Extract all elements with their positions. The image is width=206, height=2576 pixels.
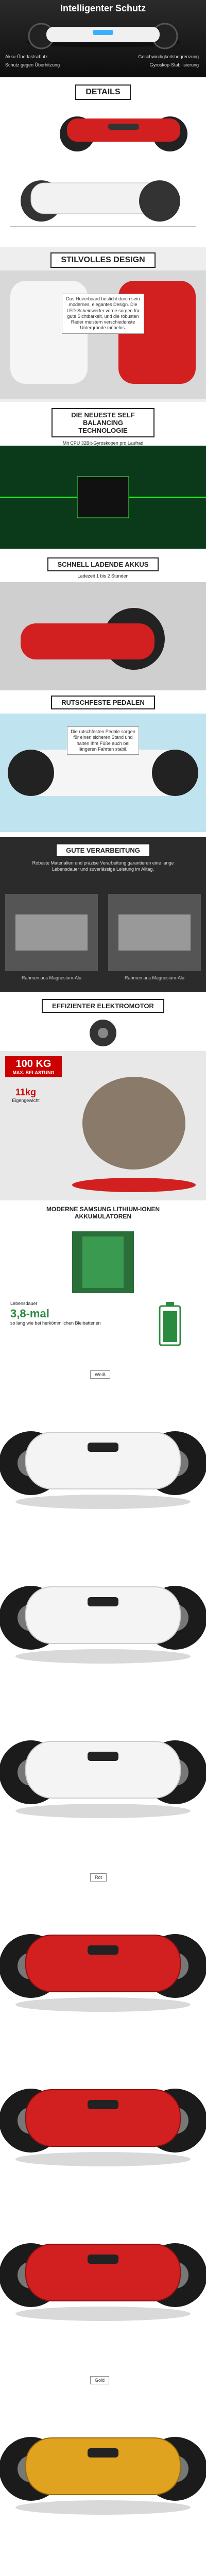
protection-item: Schutz gegen Überhitzung <box>5 62 60 67</box>
frame-caption-left: Rahmen aus Magnesium-Alu <box>21 975 82 980</box>
battery-title: MODERNE SAMSUNG LITHIUM-IONEN AKKUMULATOREN <box>46 1206 160 1220</box>
color-variant-hoverboard <box>0 1391 206 1520</box>
details-section <box>0 77 206 247</box>
pedals-title: RUTSCHFESTE PEDALEN <box>51 696 155 709</box>
max-weight-badge <box>5 1056 62 1077</box>
balancing-description: Mit CPU 32Bit-Gyroskopen pro Laufrad <box>62 440 144 446</box>
color-variant <box>0 1863 206 2366</box>
circuit-board-image <box>0 446 206 549</box>
hoverboard-image <box>0 15 206 52</box>
motor-section <box>0 992 206 1051</box>
max-weight-value: 100 KG <box>15 1058 52 1070</box>
color-variant-hoverboard <box>0 1894 206 2023</box>
own-weight-label: Eigengewicht <box>12 1098 40 1103</box>
motor-image <box>0 1018 206 1048</box>
elephant-image <box>67 1056 201 1195</box>
charging-title: SCHNELL LADENDE AKKUS <box>47 557 159 571</box>
workmanship-title: GUTE VERARBEITUNG <box>56 843 150 857</box>
workmanship-description: Robuste Materialien und präzise Verarbeitung garantieren eine lange Lebensdauer und zuverlässige Leistung im Alltag. <box>32 860 174 872</box>
frame-image-left <box>5 894 98 971</box>
stylish-description: Das Hoverboard besticht durch sein modernes, elegantes Design. Die LED-Scheinwerfer vorne sorgen für gute Sichtbarkeit, und die robusten Räder meistern verschiedenste Untergründe mühelos. <box>62 294 144 334</box>
details-title: DETAILS <box>75 84 130 100</box>
motor-title: EFFIZIENTER ELEKTROMOTOR <box>42 999 164 1013</box>
battery-life <box>10 1301 124 1326</box>
colors-section <box>0 1360 206 2576</box>
protection-item: Akku-Überlastschutz <box>5 54 48 59</box>
color-variant-label: Gold <box>90 2376 109 2384</box>
color-variant-hoverboard <box>0 2397 206 2526</box>
frame-caption-right: Rahmen aus Magnesium-Alu <box>124 975 185 980</box>
battery-life-value: 3,8-mal <box>10 1307 49 1320</box>
charging-section <box>0 551 206 690</box>
battery-image <box>0 1226 206 1298</box>
protection-item: Geschwindigkeitsbegrenzung <box>138 54 199 59</box>
color-variant-hoverboard <box>0 1546 206 1674</box>
battery-cell-icon <box>154 1301 185 1347</box>
pedals-section <box>0 690 206 837</box>
stylish-image <box>0 270 206 399</box>
balancing-section <box>0 402 206 551</box>
color-variant-hoverboard <box>0 1700 206 1829</box>
color-variant <box>0 2366 206 2576</box>
workmanship-section <box>0 837 206 992</box>
color-variant-label: Weiß <box>90 1370 110 1379</box>
color-variant-hoverboard <box>0 2551 206 2576</box>
details-hoverboard-white <box>0 165 206 237</box>
own-weight-value: 11kg <box>15 1087 37 1097</box>
stylish-title: STILVOLLES DESIGN <box>50 252 155 268</box>
color-variant-label: Rot <box>90 1873 107 1882</box>
color-variant <box>0 1360 206 1863</box>
pedals-description: Die rutschfesten Pedale sorgen für einen sicheren Stand und halten Ihre Füße auch bei längeren Fahrten stabil. <box>67 726 139 755</box>
page-title: Intelligenter Schutz <box>60 3 146 13</box>
balancing-title: DIE NEUESTE SELF BALANCING TECHNOLOGIE <box>52 408 154 437</box>
battery-life-text: so lang wie bei herkömmlichen Bleibatterien <box>10 1320 101 1326</box>
charging-description: Ladezeit 1 bis 2 Stunden <box>77 573 129 579</box>
max-weight-label: MAX. BELASTUNG <box>12 1070 55 1075</box>
load-section <box>0 1051 206 1200</box>
color-variant-hoverboard <box>0 2048 206 2177</box>
protection-item: Gyroskop-Stabilisierung <box>149 62 199 67</box>
battery-section <box>0 1200 206 1360</box>
charging-image <box>0 582 206 690</box>
details-hoverboard-red <box>0 103 206 160</box>
frame-image-right <box>108 894 201 971</box>
color-variant-hoverboard <box>0 2203 206 2332</box>
own-weight-badge <box>5 1087 46 1103</box>
battery-life-label: Lebensdauer <box>10 1301 38 1306</box>
protection-section <box>0 0 206 77</box>
stylish-section <box>0 247 206 402</box>
